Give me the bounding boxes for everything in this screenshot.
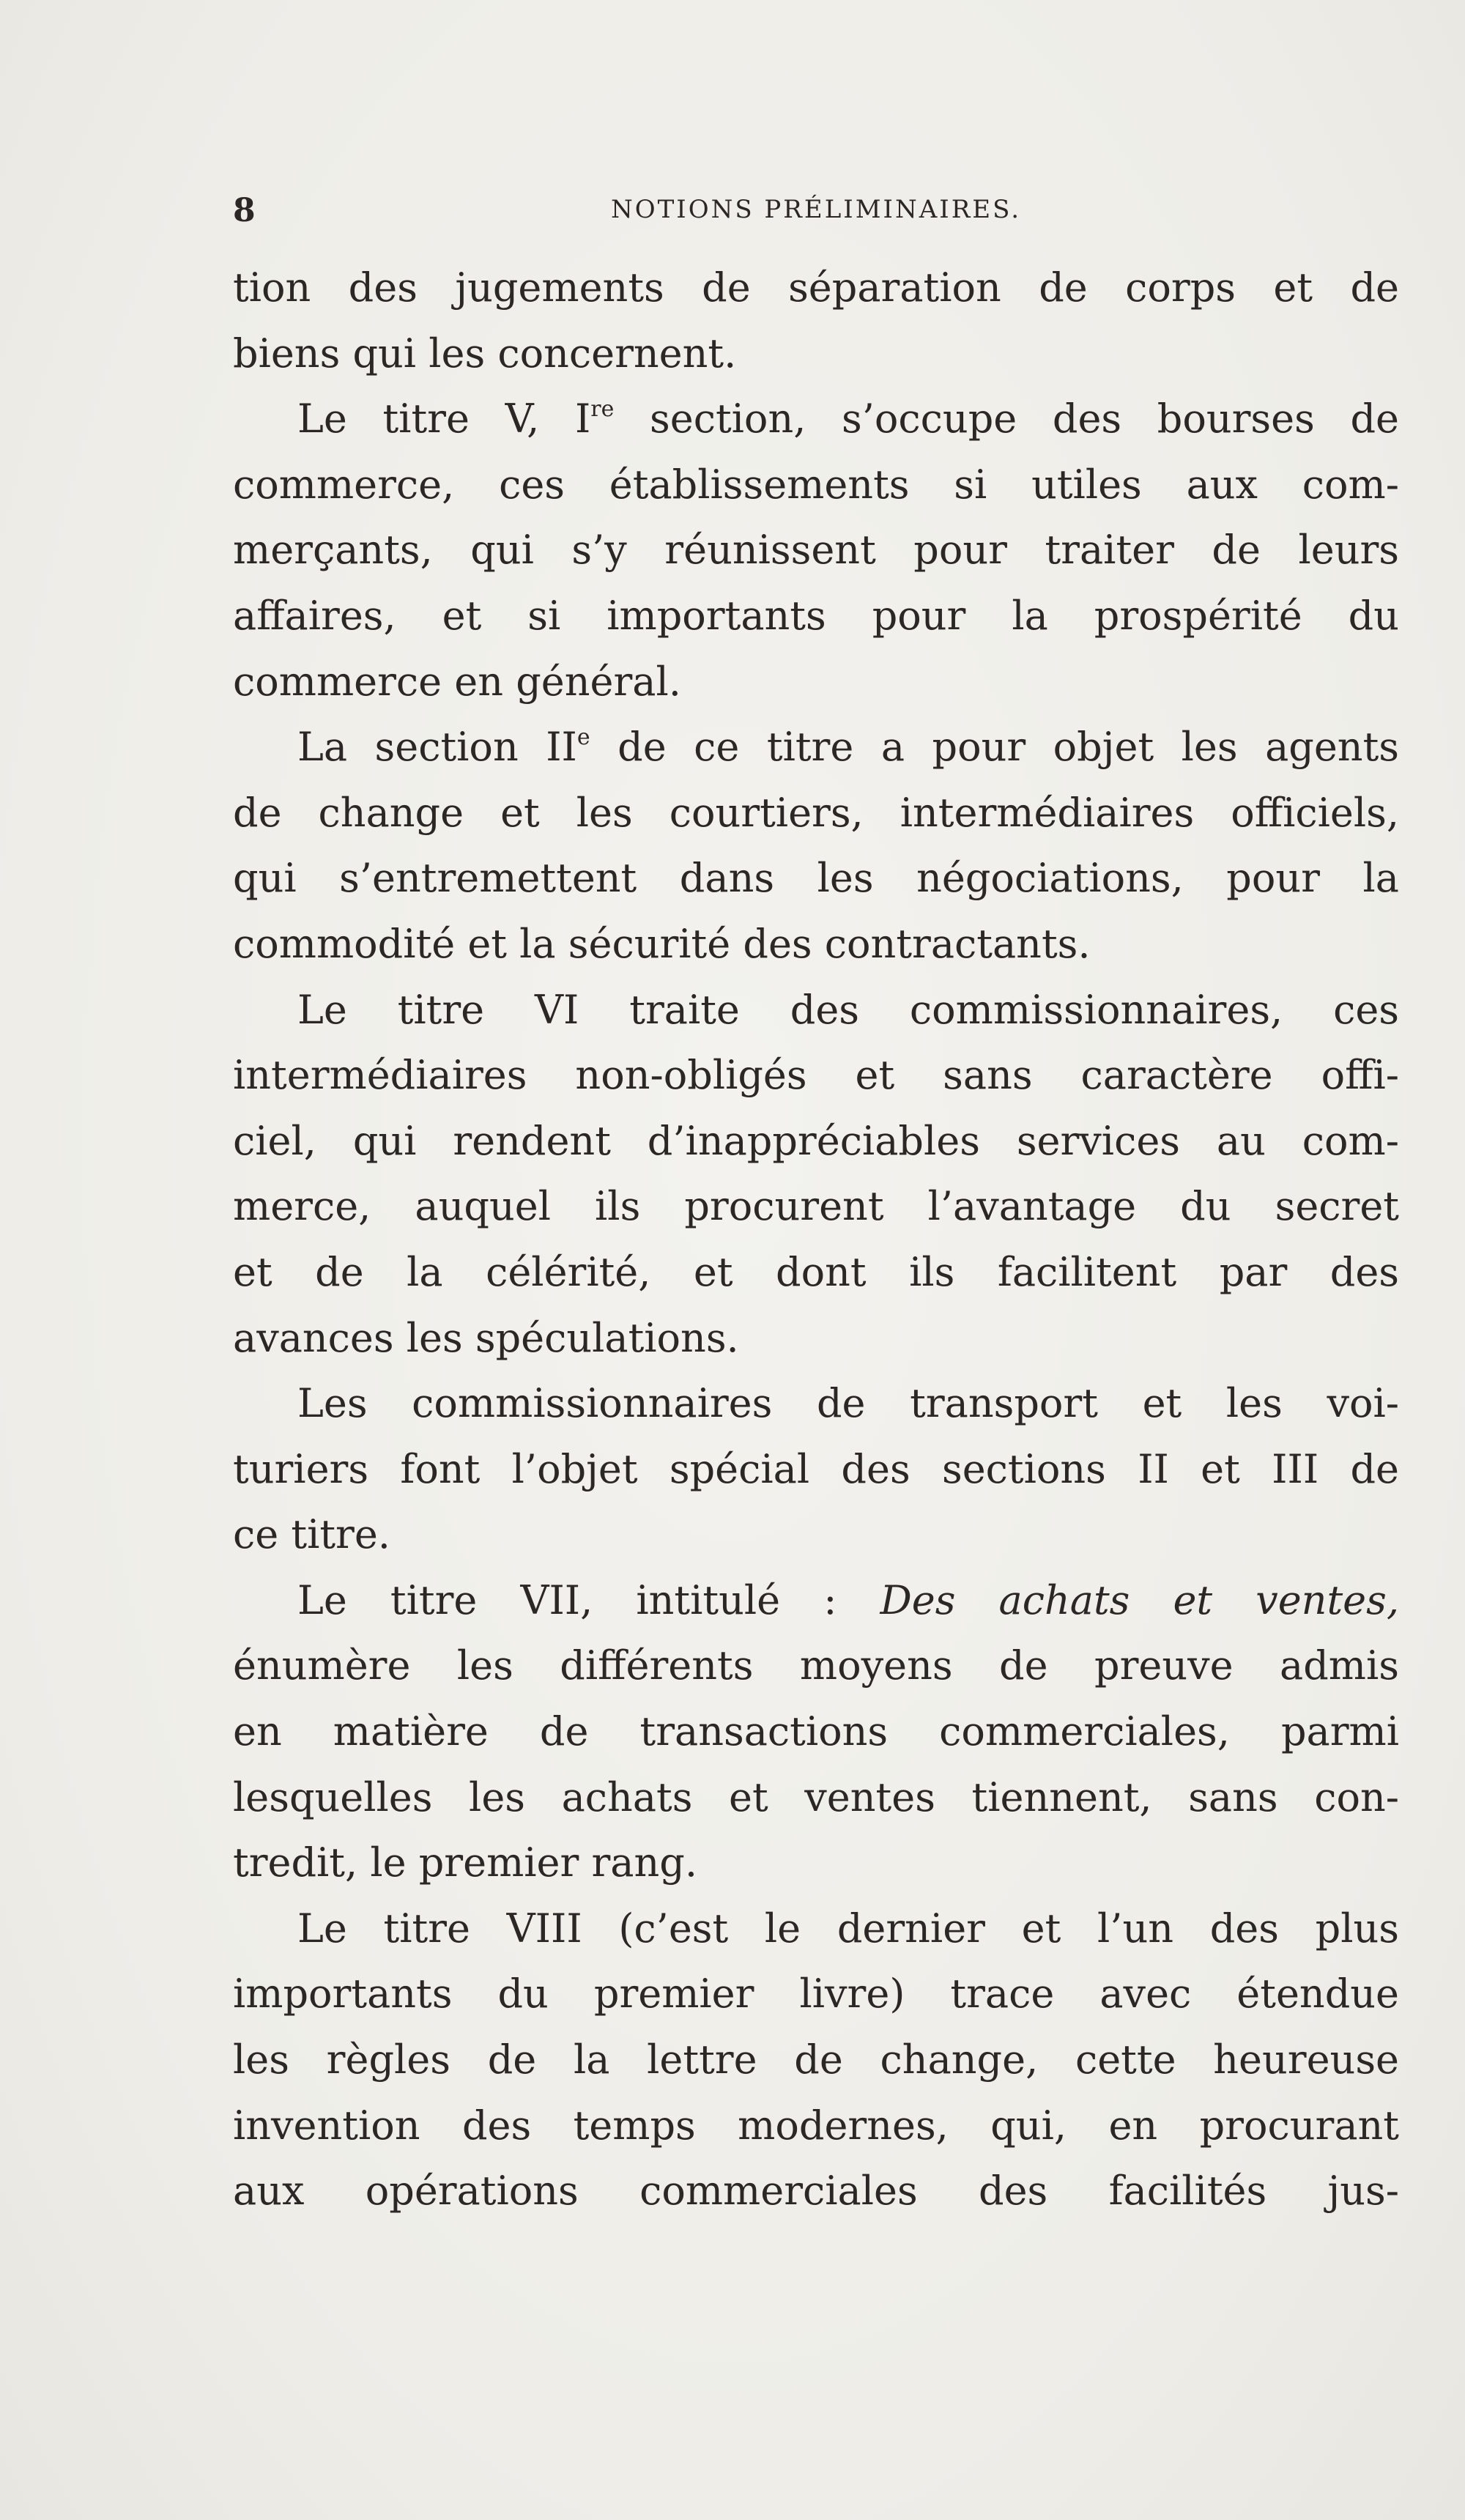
text-line: qui s’entremettent dans les négociations, pour la xyxy=(233,855,1399,902)
superscript: re xyxy=(590,396,615,423)
text-line: tredit, le premier rang. xyxy=(233,1839,697,1886)
text-line: avances les spéculations. xyxy=(233,1314,739,1361)
text-line: merce, auquel ils procurent l’avantage du secret xyxy=(233,1183,1399,1230)
text-line: ce titre. xyxy=(233,1511,390,1558)
text-line: invention des temps modernes, qui, en procurant xyxy=(233,2102,1399,2149)
italic-title: Des achats et ventes, xyxy=(880,1576,1399,1623)
text-line: aux opérations commerciales des facilités jus- xyxy=(233,2168,1399,2215)
body-text xyxy=(233,255,1399,2224)
text-line: importants du premier livre) trace avec étendue xyxy=(233,1971,1399,2017)
text-line: commodité et la sécurité des contractants. xyxy=(233,920,1091,967)
text-line: La section IIe de ce titre a pour objet les agents xyxy=(297,724,1399,771)
superscript: e xyxy=(576,724,590,751)
text-line: commerce en général. xyxy=(233,658,681,705)
running-title: NOTIONS PRÉLIMINAIRES. xyxy=(610,195,1022,224)
text-line: Les commissionnaires de transport et les voi- xyxy=(297,1380,1399,1427)
text-line: en matière de transactions commerciales, parmi xyxy=(233,1708,1399,1755)
text-line: tion des jugements de séparation de corps et de xyxy=(233,264,1399,311)
page-number: 8 xyxy=(233,192,256,229)
text-line: commerce, ces établissements si utiles aux com- xyxy=(233,461,1399,508)
text-line: Le titre VII, intitulé : Des achats et ventes, xyxy=(297,1576,1399,1623)
text-line: Le titre V, Ire section, s’occupe des bourses de xyxy=(297,396,1399,442)
text-line: énumère les différents moyens de preuve admis xyxy=(233,1642,1399,1689)
text-line: de change et les courtiers, intermédiaires officiels, xyxy=(233,789,1399,836)
text-line: et de la célérité, et dont ils facilitent par des xyxy=(233,1248,1399,1295)
text-line: Le titre VI traite des commissionnaires, ces xyxy=(297,986,1399,1033)
text-line: affaires, et si importants pour la prospérité du xyxy=(233,592,1399,639)
text-line: turiers font l’objet spécial des sections II et III de xyxy=(233,1445,1399,1492)
text-line: intermédiaires non-obligés et sans caractère offi- xyxy=(233,1052,1399,1099)
text-line: lesquelles les achats et ventes tiennent, sans con- xyxy=(233,1774,1399,1820)
text-line: les règles de la lettre de change, cette heureuse xyxy=(233,2037,1399,2083)
text-line: merçants, qui s’y réunissent pour traiter de leurs xyxy=(233,527,1399,574)
text-line: Le titre VIII (c’est le dernier et l’un des plus xyxy=(297,1905,1399,1952)
page-header xyxy=(233,192,1399,236)
text-line: ciel, qui rendent d’inappréciables services au com- xyxy=(233,1117,1399,1164)
text-line: biens qui les concernent. xyxy=(233,330,737,377)
